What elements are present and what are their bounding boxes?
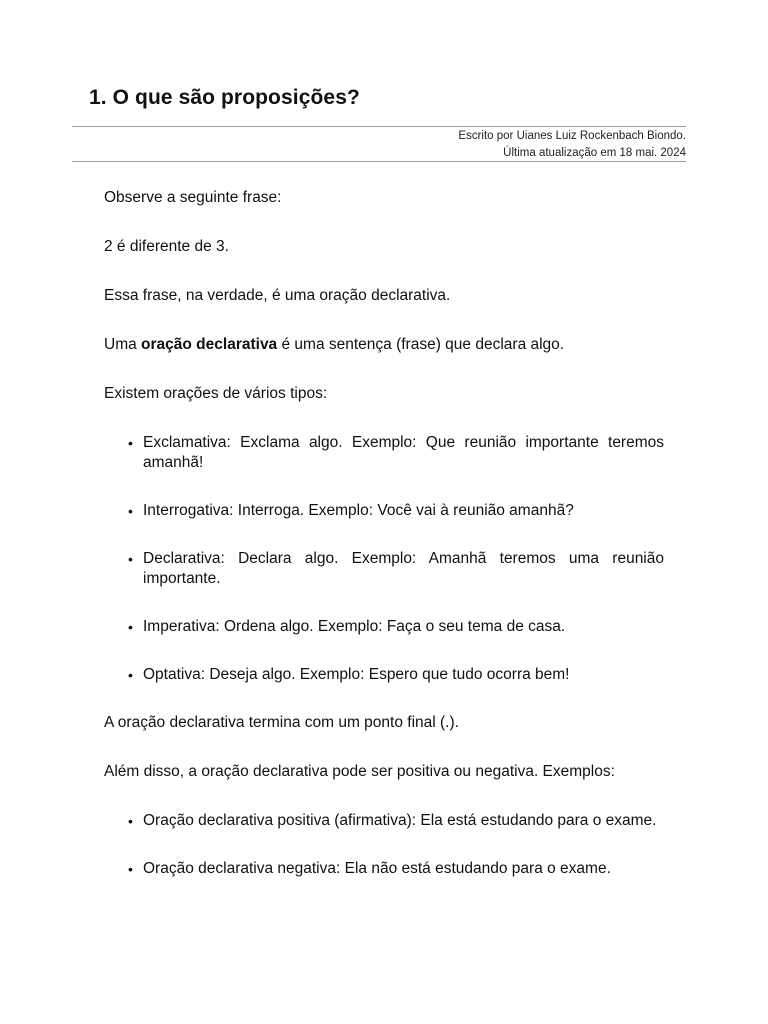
list-item-text: Interrogativa: Interroga. Exemplo: Você vai à reunião amanhã? [143, 502, 574, 519]
paragraph-period: A oração declarativa termina com um ponto final (.). [104, 714, 459, 731]
header-bottom-divider [72, 161, 686, 162]
list-item-text: Imperativa: Ordena algo. Exemplo: Faça o seu tema de casa. [143, 618, 566, 635]
page-title: 1. O que são proposições? [89, 86, 360, 109]
list-item-negative-example [104, 859, 664, 879]
list-item-text: Optativa: Deseja algo. Exemplo: Espero que tudo ocorra bem! [143, 666, 570, 683]
author-line: Escrito por Uianes Luiz Rockenbach Biondo. [458, 130, 686, 142]
bullet-icon: • [128, 551, 133, 567]
paragraph-positive-negative: Além disso, a oração declarativa pode ser positiva ou negativa. Exemplos: [104, 763, 615, 780]
paragraph-declarative-intro: Essa frase, na verdade, é uma oração declarativa. [104, 287, 451, 304]
examples-list [104, 811, 664, 879]
list-item-text: Oração declarativa negativa: Ela não está estudando para o exame. [143, 860, 611, 877]
definition-prefix: Uma [104, 336, 142, 353]
paragraph-types-intro: Existem orações de vários tipos: [104, 385, 328, 402]
bullet-icon: • [128, 667, 133, 683]
list-item-declarativa [104, 549, 664, 589]
bullet-icon: • [128, 503, 133, 519]
definition-suffix: é uma sentença (frase) que declara algo. [277, 336, 565, 353]
paragraph-definition [104, 335, 664, 355]
list-item-text: Declarativa: Declara algo. Exemplo: Amanhã teremos uma reunião importante. [143, 550, 664, 587]
article-body [104, 188, 664, 907]
list-item-interrogativa [104, 501, 664, 521]
list-item-optativa [104, 665, 664, 685]
bullet-icon: • [128, 813, 133, 829]
list-item-imperativa [104, 617, 664, 637]
bullet-icon: • [128, 861, 133, 877]
paragraph-example-sentence: 2 é diferente de 3. [104, 238, 229, 255]
sentence-types-list [104, 433, 664, 685]
bullet-icon: • [128, 619, 133, 635]
list-item-text: Oração declarativa positiva (afirmativa): Ela está estudando para o exame. [143, 812, 657, 829]
list-item-text: Exclamativa: Exclama algo. Exemplo: Que reunião importante teremos amanhã! [143, 434, 664, 471]
list-item-positive-example [104, 811, 664, 831]
last-updated-line: Última atualização em 18 mai. 2024 [503, 147, 686, 159]
list-item-exclamativa [104, 433, 664, 473]
bullet-icon: • [128, 435, 133, 451]
definition-term: oração declarativa [141, 336, 278, 353]
paragraph-observe: Observe a seguinte frase: [104, 189, 282, 206]
